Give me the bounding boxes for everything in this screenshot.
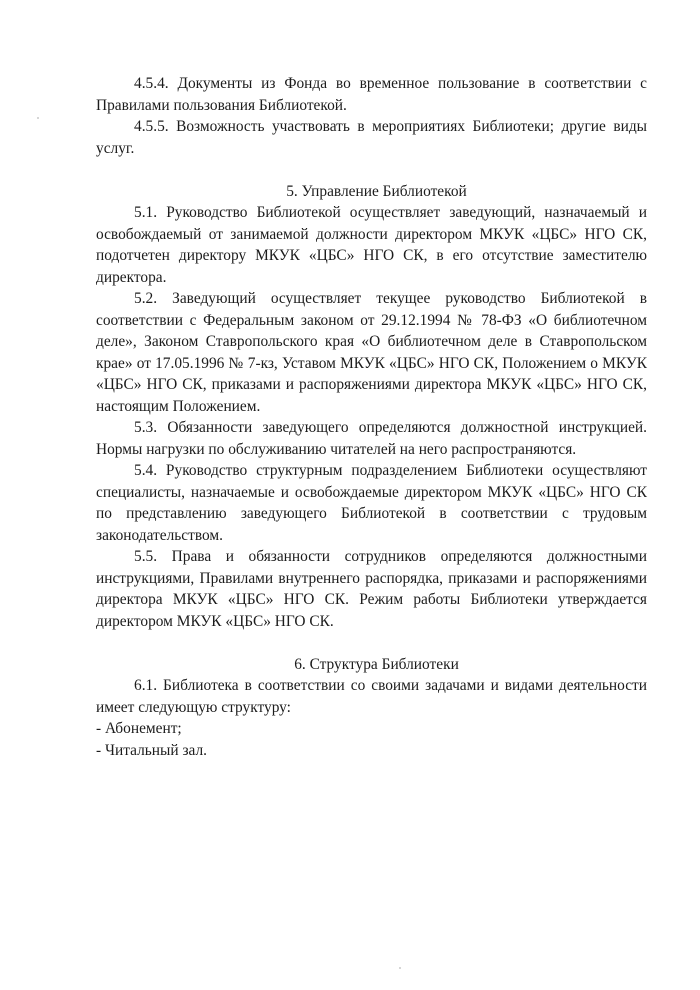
scan-speck bbox=[399, 967, 401, 969]
list-item-abonement: - Абонемент; bbox=[96, 720, 182, 737]
paragraph-4-5-4: 4.5.4. Документы из Фонда во временное пользование в соответствии с Правилами пользования Библиотекой. bbox=[96, 75, 647, 114]
spacer bbox=[96, 632, 647, 654]
section-5-heading: 5. Управление Библиотекой bbox=[286, 182, 467, 200]
paragraph-5-2: 5.2. Заведующий осуществляет текущее руководство Библиотекой в соответствии с Федеральным законом от 29.12.1994 № 78-ФЗ «О библиотечном деле», Законом Ставропольского края «О библиотечном деле в Ставропольском крае» от 17.05.1996 № 7-кз, Уставом МКУК «ЦБС» НГО СК, Положением о МКУК «ЦБС» НГО СК, приказами и распоряжениями директора МКУК «ЦБС» НГО СК, настоящим Положением. bbox=[96, 290, 647, 415]
paragraph-5-5: 5.5. Права и обязанности сотрудников определяются должностными инструкциями, Правилами внутреннего распорядка, приказами и распоряжениями директора МКУК «ЦБС» НГО СК. Режим работы Библиотеки утверждается директором МКУК «ЦБС» НГО СК. bbox=[96, 548, 647, 630]
paragraph-6-1: 6.1. Библиотека в соответствии со своими задачами и видами деятельности имеет следующую структуру: bbox=[96, 677, 647, 716]
paragraph-5-4: 5.4. Руководство структурным подразделением Библиотеки осуществляют специалисты, назначаемые и освобождаемые директором МКУК «ЦБС» НГО СК по представлению заведующего Библиотекой в соответствии с трудовым законодательством. bbox=[96, 462, 647, 544]
list-item-reading-room: - Читальный зал. bbox=[96, 741, 208, 759]
scan-speck bbox=[37, 117, 39, 119]
paragraph-4-5-5: 4.5.5. Возможность участвовать в мероприятиях Библиотеки; другие виды услуг. bbox=[96, 118, 647, 157]
paragraph-5-1: 5.1. Руководство Библиотекой осуществляет заведующий, назначаемый и освобождаемый от занимаемой должности директором МКУК «ЦБС» НГО СК, подотчетен директору МКУК «ЦБС» НГО СК, в его отсутствие заместителю директора. bbox=[96, 204, 647, 286]
document-page bbox=[96, 73, 647, 761]
paragraph-5-3: 5.3. Обязанности заведующего определяются должностной инструкцией. Нормы нагрузки по обслуживанию читателей на него распространяются. bbox=[96, 419, 647, 458]
section-6-heading: 6. Структура Библиотеки bbox=[294, 655, 459, 673]
spacer bbox=[96, 159, 647, 181]
